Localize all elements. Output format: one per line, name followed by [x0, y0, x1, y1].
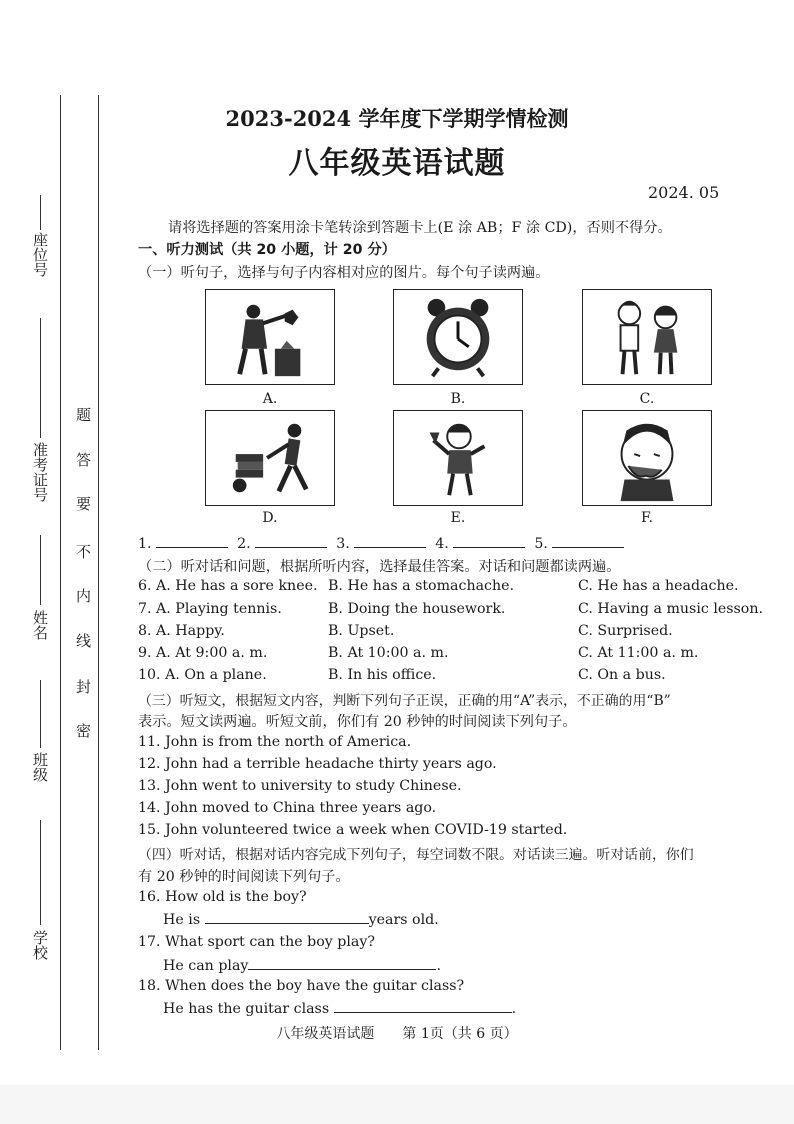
part3-title-line1: （三）听短文，根据短文内容，判断下列句子正误，正确的用“A”表示，不正确的用“B” [138, 693, 671, 709]
answer-number: 2. [237, 536, 251, 552]
class-blank [40, 680, 41, 748]
answer-18-suffix: . [511, 1001, 517, 1017]
statement-15: 15. John volunteered twice a week when COVID-19 started. [138, 822, 568, 838]
picture-d [205, 410, 335, 506]
answer-number: 1. [138, 536, 152, 552]
exam-no-blank [40, 318, 41, 438]
picture-b-label: B. [450, 391, 466, 407]
seal-char: 不 [76, 543, 92, 561]
seat-label: 座位号 [31, 232, 49, 277]
picture-a [205, 289, 335, 385]
question-9-option-a: 9. A. At 9:00 a. m. [138, 645, 268, 661]
question-7-option-c: C. Having a music lesson. [578, 601, 763, 617]
answer-16-prefix: He is [163, 912, 205, 928]
statement-14: 14. John moved to China three years ago. [138, 800, 437, 816]
picture-a-label: A. [262, 391, 278, 407]
answer-blank[interactable] [354, 535, 426, 548]
answer-blank[interactable] [255, 535, 327, 548]
question-16: 16. How old is the boy? [138, 889, 307, 905]
exam-title-line1: 2023-2024 学年度下学期学情检测 [225, 106, 569, 131]
exam-no-label: 准考证号 [31, 442, 49, 502]
picture-c-label: C. [639, 391, 655, 407]
question-8-option-c: C. Surprised. [578, 623, 673, 639]
picture-b [393, 289, 523, 385]
sick-boy-icon [583, 411, 711, 505]
instruction: 请将选择题的答案用涂卡笔转涂到答题卡上(E 涂 AB；F 涂 CD)，否则不得分。 [168, 220, 672, 236]
answer-18-row [163, 1000, 516, 1017]
part3-title-line2: 表示。短文读两遍。听短文前，你们有 20 秒钟的时间阅读下列句子。 [138, 714, 577, 730]
answer-17-prefix: He can play [163, 958, 249, 974]
man-pushing-cart-icon [206, 411, 334, 505]
answer-blank[interactable] [156, 535, 228, 548]
name-blank [40, 535, 41, 605]
answer-16-row [163, 911, 439, 928]
answer-number: 3. [336, 536, 350, 552]
name-label: 姓名 [31, 610, 49, 640]
part4-title-line1: （四）听对话，根据对话内容完成下列句子，每空词数不限。对话读三遍。听对话前，你们 [138, 847, 694, 863]
seal-char: 答 [76, 451, 92, 469]
answer-number: 5. [534, 536, 548, 552]
section1-title: 一、听力测试（共 20 小题，计 20 分） [138, 242, 396, 258]
question-10-option-c: C. On a bus. [578, 667, 666, 683]
seal-char: 线 [76, 632, 92, 650]
seal-char: 密 [76, 722, 92, 740]
question-8-option-b: B. Upset. [328, 623, 395, 639]
exam-date: 2024. 05 [648, 183, 720, 202]
exam-title-line2: 八年级英语试题 [288, 146, 506, 181]
statement-12: 12. John had a terrible headache thirty years ago. [138, 756, 497, 772]
answer-17-blank[interactable] [248, 957, 436, 970]
binding-line-left [60, 95, 61, 1050]
answer-blank[interactable] [552, 535, 624, 548]
question-17: 17. What sport can the boy play? [138, 934, 376, 950]
man-throwing-trash-icon [206, 290, 334, 384]
question-9-option-b: B. At 10:00 a. m. [328, 645, 449, 661]
question-6-option-a: 6. A. He has a sore knee. [138, 578, 318, 594]
answer-number: 4. [435, 536, 449, 552]
answer-16-suffix: years old. [368, 912, 439, 928]
alarm-clock-icon [394, 290, 522, 384]
seal-char: 封 [76, 678, 92, 696]
seal-char: 内 [76, 587, 92, 605]
question-7-option-a: 7. A. Playing tennis. [138, 601, 282, 617]
part4-title-line2: 有 20 秒钟的时间阅读下列句子。 [138, 869, 350, 885]
boy-holding-ice-cream-icon [394, 411, 522, 505]
question-6-option-b: B. He has a stomachache. [328, 578, 515, 594]
statement-11: 11. John is from the north of America. [138, 734, 412, 750]
picture-e [393, 410, 523, 506]
answer-blank[interactable] [453, 535, 525, 548]
class-label: 班级 [31, 752, 49, 782]
answer-blanks-row [138, 535, 624, 552]
school-blank [40, 820, 41, 925]
picture-f [582, 410, 712, 506]
school-label: 学校 [31, 930, 49, 960]
seat-blank [40, 195, 41, 230]
picture-f-label: F. [641, 510, 653, 526]
answer-18-prefix: He has the guitar class [163, 1001, 334, 1017]
answer-18-blank[interactable] [334, 1000, 512, 1013]
question-18: 18. When does the boy have the guitar class? [138, 978, 465, 994]
question-9-option-c: C. At 11:00 a. m. [578, 645, 699, 661]
page-footer: 八年级英语试题 第 1页（共 6 页） [276, 1026, 518, 1042]
two-children-icon [583, 290, 711, 384]
question-8-option-a: 8. A. Happy. [138, 623, 225, 639]
picture-e-label: E. [450, 510, 466, 526]
seal-char: 题 [76, 406, 92, 424]
binding-line-right [98, 95, 99, 1050]
statement-13: 13. John went to university to study Chinese. [138, 778, 462, 794]
question-6-option-c: C. He has a headache. [578, 578, 739, 594]
answer-17-suffix: . [436, 958, 441, 974]
part2-title: （二）听对话和问题，根据所听内容，选择最佳答案。对话和问题都读两遍。 [138, 559, 621, 575]
question-10-option-b: B. In his office. [328, 667, 437, 683]
seal-char: 要 [76, 495, 92, 513]
picture-c [582, 289, 712, 385]
part1-title: （一）听句子，选择与句子内容相对应的图片。每个句子读两遍。 [138, 265, 550, 281]
question-7-option-b: B. Doing the housework. [328, 601, 506, 617]
picture-d-label: D. [262, 510, 278, 526]
answer-17-row [163, 957, 441, 974]
answer-16-blank[interactable] [205, 911, 369, 924]
question-10-option-a: 10. A. On a plane. [138, 667, 267, 683]
